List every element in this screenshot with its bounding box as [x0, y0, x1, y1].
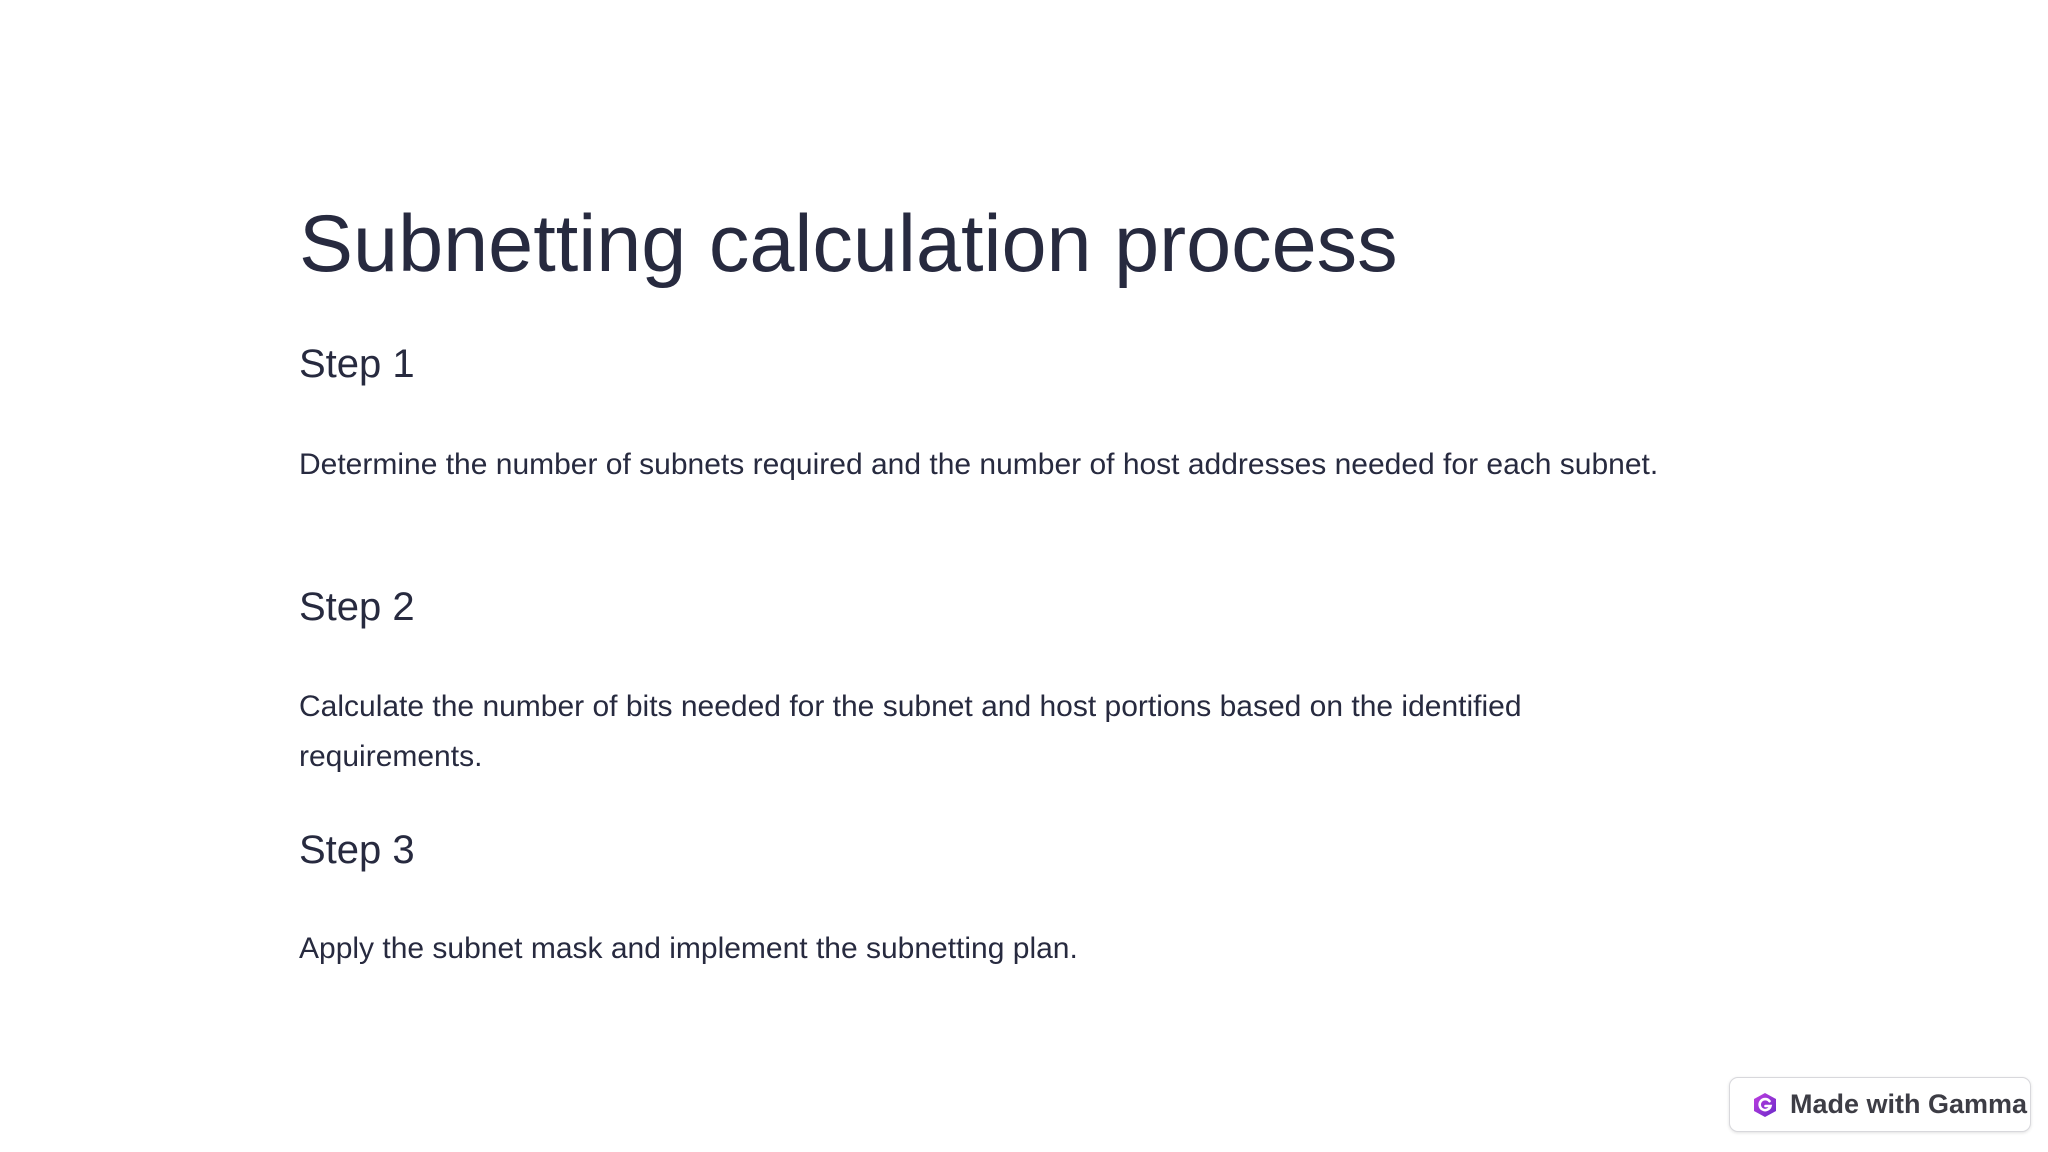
- step-2-text: Calculate the number of bits needed for the subnet and host portions based on the identified requirements.: [299, 690, 1522, 773]
- step-3-heading: Step 3: [299, 828, 415, 872]
- made-with-gamma-button[interactable]: [1729, 1077, 2031, 1132]
- gamma-logo-icon: [1752, 1092, 1778, 1118]
- step-3-text: Apply the subnet mask and implement the subnetting plan.: [299, 932, 1078, 965]
- step-2-heading: Step 2: [299, 585, 415, 629]
- badge-label: Made with Gamma: [1790, 1089, 2028, 1119]
- step-1-heading: Step 1: [299, 342, 415, 386]
- step-1-text: Determine the number of subnets required and the number of host addresses needed for each subnet.: [299, 448, 1659, 481]
- slide-title: Subnetting calculation process: [299, 199, 1398, 289]
